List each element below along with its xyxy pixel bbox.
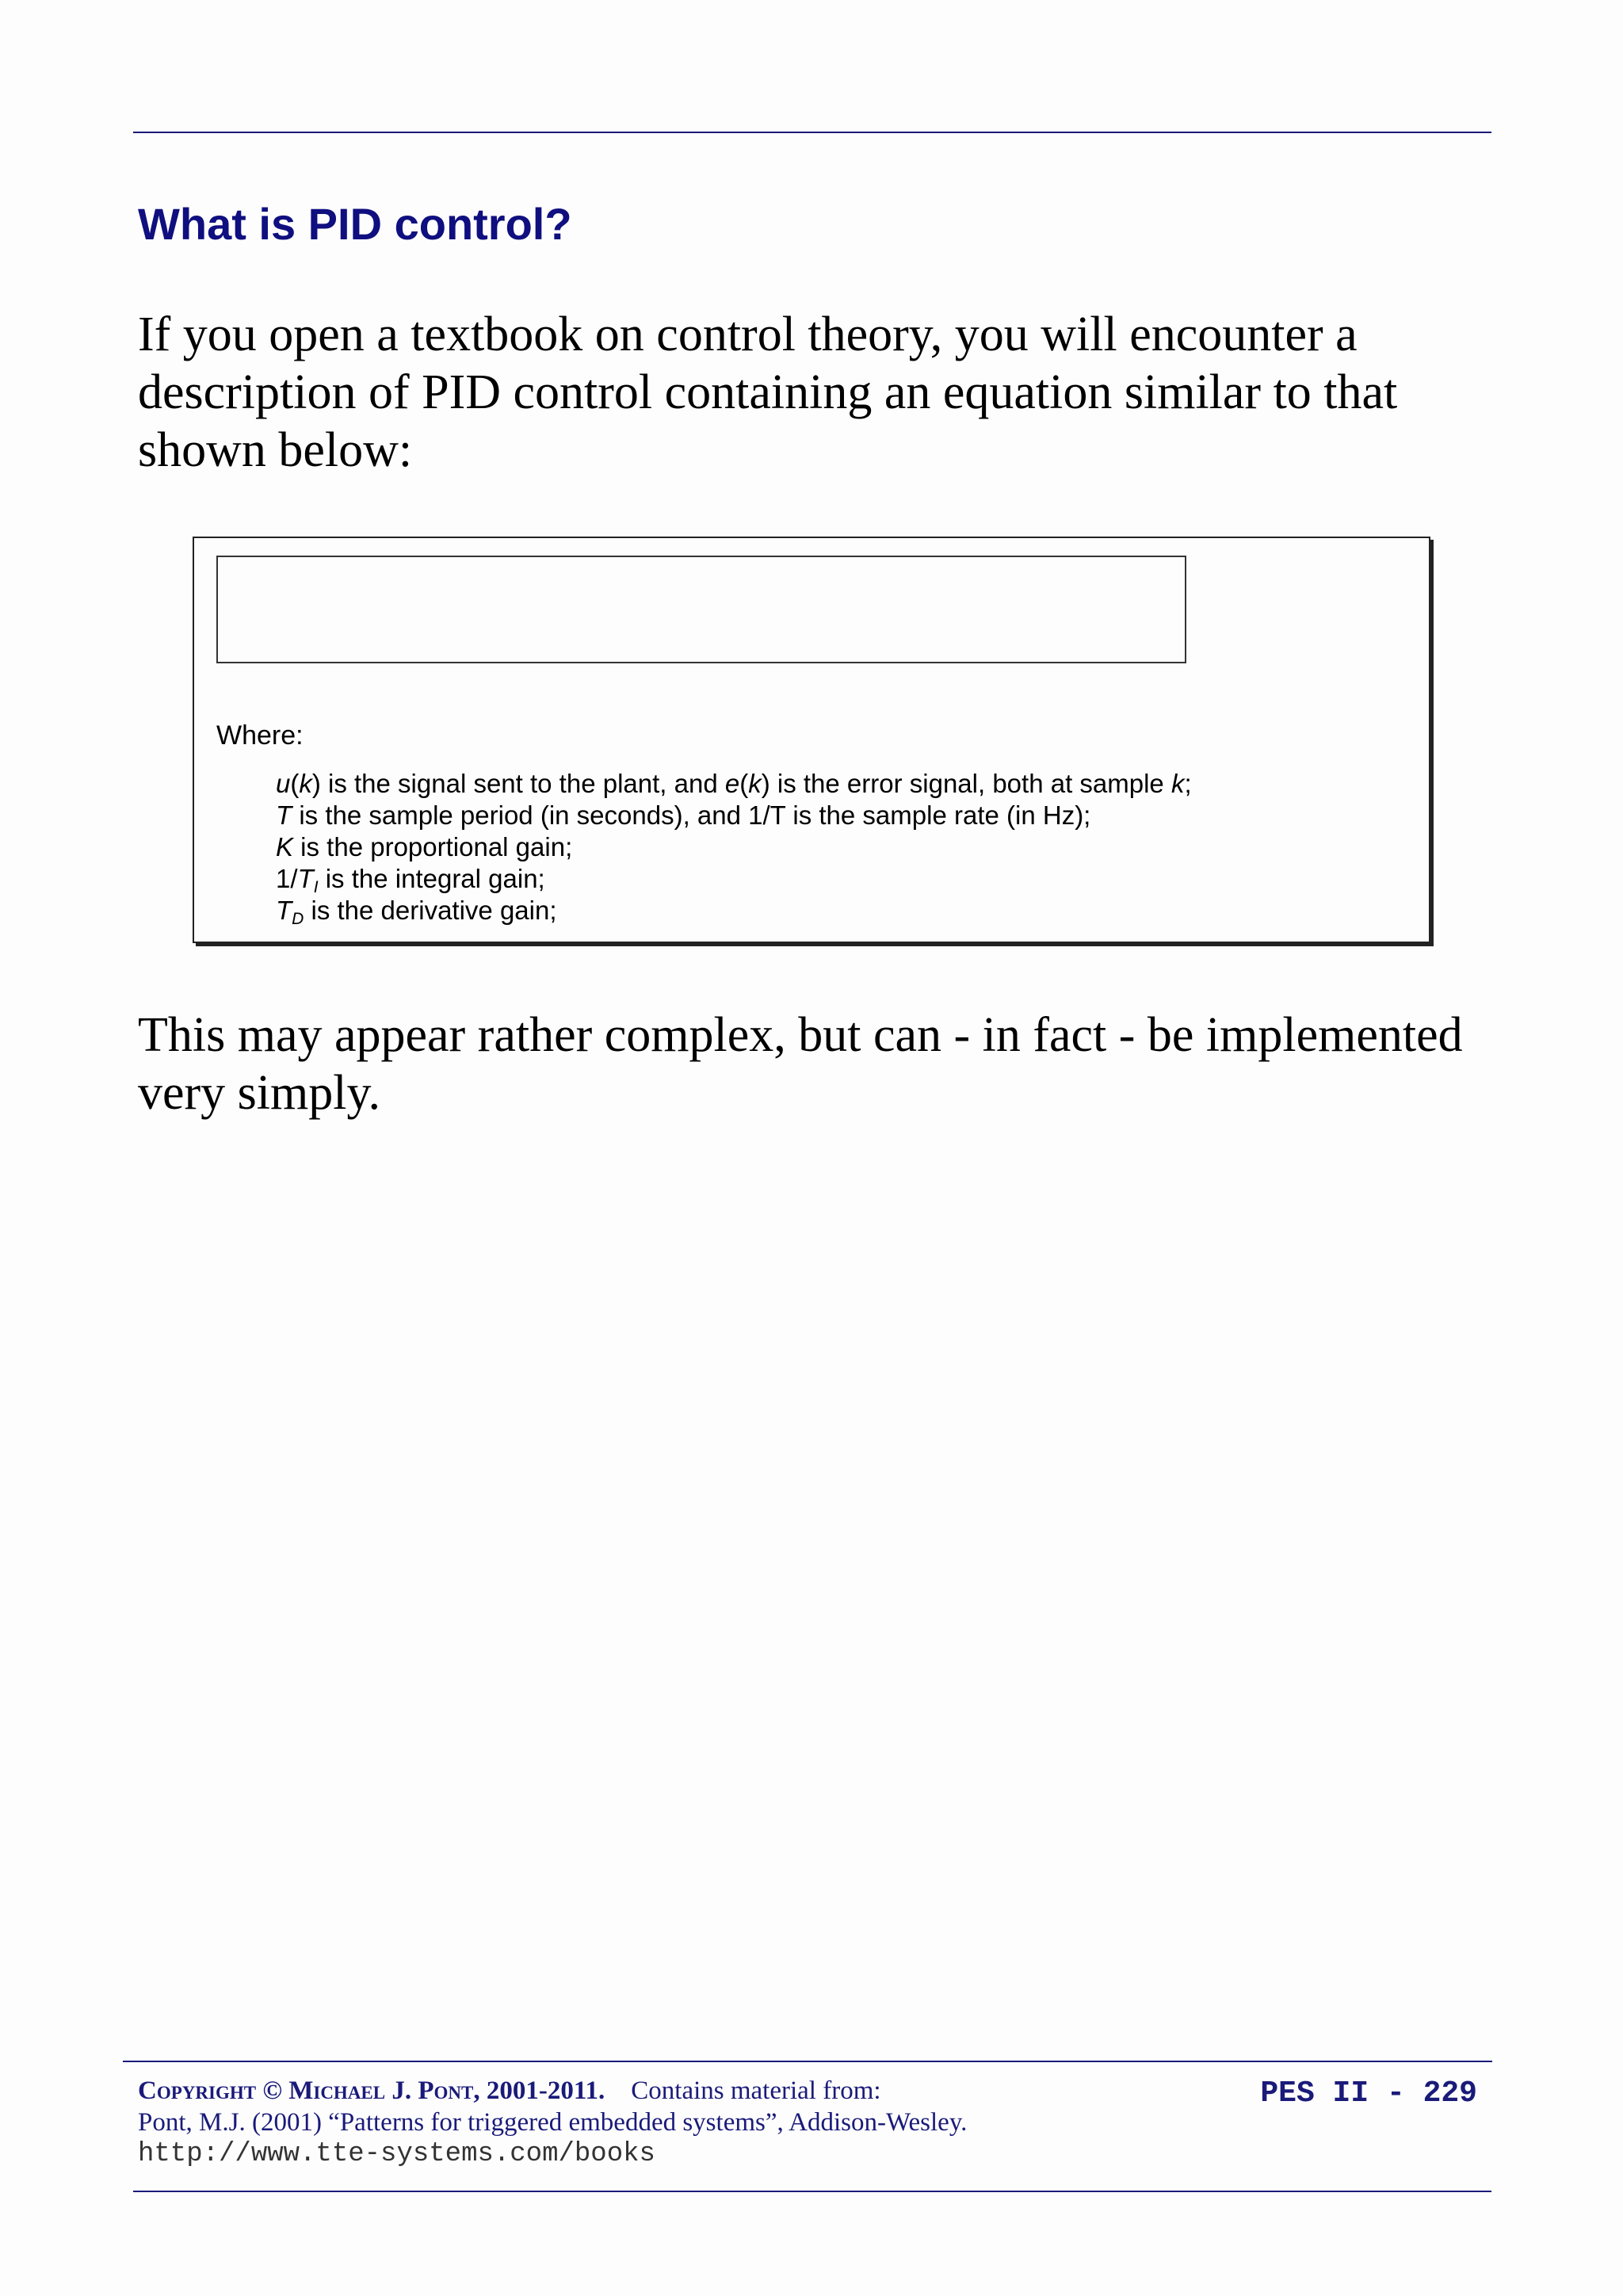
- closing-paragraph: This may appear rather complex, but can - in fact - be implemented very simply.: [138, 1008, 1463, 1120]
- definition-item: $1/T_I$ is the integral gain;: [276, 864, 545, 896]
- intro-paragraph: If you open a textbook on control theory, you will encounter a description of PID control containing an equation similar to that shown below:: [138, 308, 1398, 477]
- footer-reference: Pont, M.J. (2001) “Patterns for triggered embedded systems”, Addison-Wesley.: [138, 2108, 968, 2137]
- footer-bottom-rule: [133, 2191, 1491, 2192]
- copyright-notice: Copyright © Michael J. Pont, 2001-2011.: [138, 2076, 605, 2105]
- header-rule: [133, 132, 1491, 133]
- definition-item: T is the sample period (in seconds), and 1/T is the sample rate (in Hz);: [276, 800, 1091, 830]
- definition-item: K is the proportional gain;: [276, 832, 573, 861]
- footer-top-rule: [123, 2061, 1492, 2062]
- where-label: Where:: [216, 720, 304, 751]
- definitions-list: [276, 768, 1192, 926]
- footer-line-1: [138, 2075, 967, 2107]
- footer-url[interactable]: http://www.tte-systems.com/books: [138, 2139, 655, 2169]
- page-number: PES II - 229: [1260, 2076, 1477, 2111]
- contains-material-label: Contains material from:: [631, 2076, 881, 2105]
- definition-item: $T_D$ is the derivative gain;: [276, 896, 557, 928]
- equation-box: [193, 537, 1430, 943]
- definition-item: u(k) is the signal sent to the plant, and e(k) is the error signal, both at sample k;: [276, 769, 1192, 798]
- equation-placeholder: [216, 556, 1186, 663]
- footer-citation: [138, 2075, 967, 2170]
- page-title: What is PID control?: [138, 199, 572, 249]
